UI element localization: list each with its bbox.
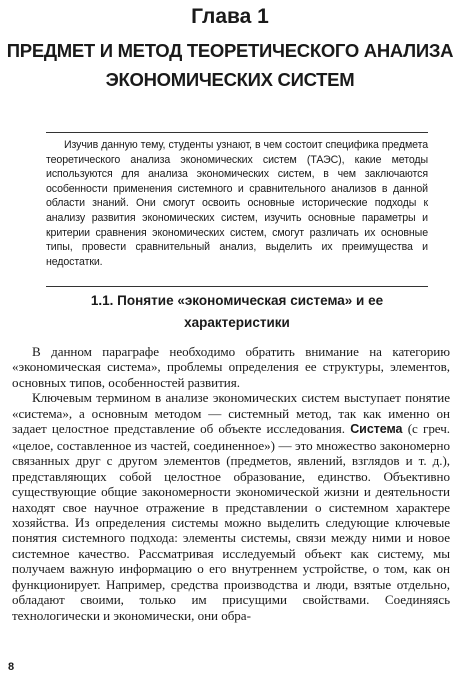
section-title: 1.1. Понятие «экономическая система» и ее характеристики — [90, 293, 384, 330]
chapter-title: ПРЕДМЕТ И МЕТОД ТЕОРЕТИЧЕСКОГО АНАЛИЗА ЭКОНОМИЧЕСКИХ СИСТЕМ — [6, 40, 454, 90]
chapter-label: Глава 1 — [191, 5, 269, 28]
body-sentence: Ключевым термином в анализе экономических систем выступает понятие «система», а основным методом — системный метод, так как именно он задает целостное представление об объекте исследования. — [12, 390, 450, 437]
main-text — [12, 344, 450, 623]
abstract-bottom-rule — [46, 286, 428, 287]
chapter-abstract: Изучив данную тему, студенты узнают, в чем состоит специфика предмета теоретического анализа экономических систем (ТАЭС), какие методы используются для анализа экономических систем, в чем заключаются особенности применения системного и сравнительного анализов в данной области знаний. Они смогут освоить основные исторические подходы к анализу развития экономических систем, изучить основные параметры и критерии сравнения экономических систем, смогут различать их основные типы, провести сравнительный анализ, выделить их преимущества и недостатки. — [46, 139, 428, 268]
page-number: 8 — [8, 661, 15, 673]
term-definition: (с греч. «целое, составленное из частей, соединенное») — это множество закономерно связанных друг с другом элементов (предметов, явлений, взглядов и т. д.), представляющих собой целостное образование, единство. Объективно существующие общие закономерности экономической жизни и деятельности находят свое научное отражение в представлении о системном характере хозяйства. Из определения системы можно выделить следующие ключевые понятия системного подхода: элементы системы, связи между ними и новое системное качество. Рассматривая исследуемый объект как систему, мы получаем важную информацию о его внутреннем устройстве, о том, как он функционирует. Например, средства производства и люди, взятые отдельно, обладают своими, только им присущими свойствами. Соединяясь технологически и экономически, они обра- — [12, 421, 451, 623]
body-paragraph — [12, 390, 450, 623]
defined-term: Система — [350, 422, 403, 437]
body-paragraph: В данном параграфе необходимо обратить внимание на категорию «экономическая система», проблемы определения ее структуры, элементов, основных типов, особенностей развития. — [12, 344, 450, 390]
abstract-top-rule — [46, 132, 428, 133]
